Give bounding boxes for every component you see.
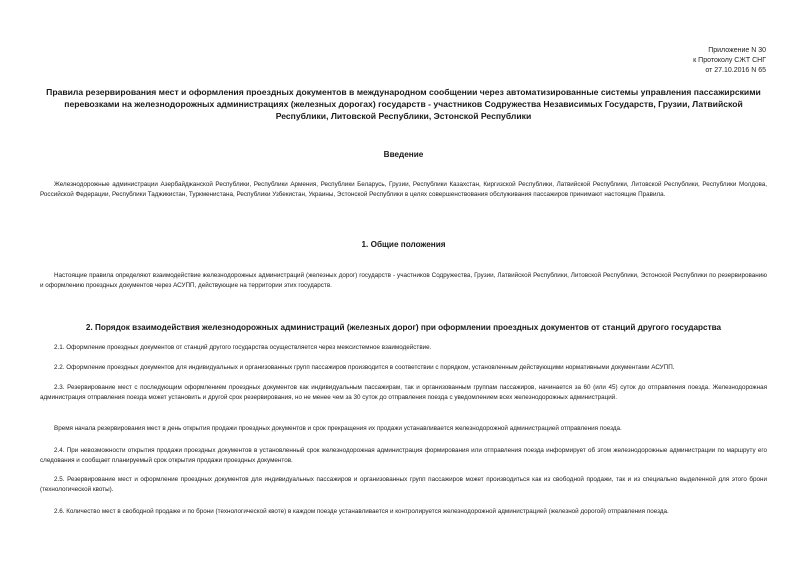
section2-paragraph-2-6: 2.6. Количество мест в свободной продаже и по брони (технологической квоте) в каждом поезде устанавливается и контролируется железнодорожной администрацией (железной дорогой) отправления поезда.: [54, 508, 669, 515]
annex-number: Приложение N 30: [708, 47, 766, 54]
section2-heading: 2. Порядок взаимодействия железнодорожных администраций (железных дорог) при оформлении проездных документов от станций другого государства: [85, 323, 722, 332]
annex-protocol: к Протоколу СЖТ СНГ: [693, 57, 766, 64]
document-title: Правила резервирования мест и оформления проездных документов в международном сообщении через автоматизированные системы управления пассажирскими перевозками на железнодорожных администрациях (железных дорогах) государств - участников Содружества Независимых Государств, Грузии, Латвийской Республики, Литовской Республики, Эстонской Республики: [46, 87, 761, 121]
intro-heading: Введение: [383, 150, 424, 159]
annex-reference: [693, 46, 766, 76]
section2-paragraph-2-4: 2.4. При невозможности открытия продажи проездных документов в установленный срок железнодорожная администрация формирования или отправления поезда информирует об этом железнодорожные администрации по маршруту его следования и сообщает планируемый срок открытия продажи проездных документов.: [40, 447, 767, 464]
section2-paragraph-2-3: 2.3. Резервирование мест с последующим оформлением проездных документов как индивидуальным пассажирам, так и организованным группам пассажиров, начинается за 60 (или 45) суток до отправления поезда. Железнодорожная администрация отправления поезда может установить и другой срок резервирования, но не менее чем за 30 суток до отправления поезда с уведомлением всех железнодорожных администраций.: [40, 384, 767, 401]
annex-date: от 27.10.2016 N 65: [705, 67, 766, 74]
section2-paragraph-2-2: 2.2. Оформление проездных документов для индивидуальных и организованных групп пассажиров производится в соответствии с порядком, установленным действующими нормативными документами АСУПП.: [54, 364, 675, 371]
section2-paragraph-2-5: 2.5. Резервирование мест и оформление проездных документов для индивидуальных пассажиров и организованных групп пассажиров может производиться как из свободной продажи, так и из специально выделенной для этого брони (технологической квоты).: [40, 476, 767, 493]
section2-paragraph-2-1: 2.1. Оформление проездных документов от станций другого государства осуществляется через межсистемное взаимодействие.: [54, 344, 432, 351]
section1-paragraph: Настоящие правила определяют взаимодействие железнодорожных администраций (железных дорог) государств - участников Содружества, Грузии, Латвийской Республики, Литовской Республики, Эстонской Республики по резервированию и оформлению проездных документов через АСУПП, действующие на территории этих государств.: [40, 272, 767, 289]
section2-paragraph-time: Время начала резервирования мест в день открытия продажи проездных документов и срок прекращения их продажи устанавливается железнодорожной администрацией отправления поезда.: [54, 425, 622, 432]
intro-paragraph: Железнодорожные администрации Азербайджанской Республики, Республики Армения, Республики Беларусь, Грузии, Республики Казахстан, Киргизской Республики, Латвийской Республики, Литовской Республики, Республики Молдова, Российской Федерации, Республики Таджикистан, Туркменистана, Республики Узбекистан, Украины, Эстонской Республики в целях совершенствования обслуживания пассажиров принимают настоящие Правила.: [40, 181, 767, 198]
section1-heading: 1. Общие положения: [361, 240, 446, 249]
